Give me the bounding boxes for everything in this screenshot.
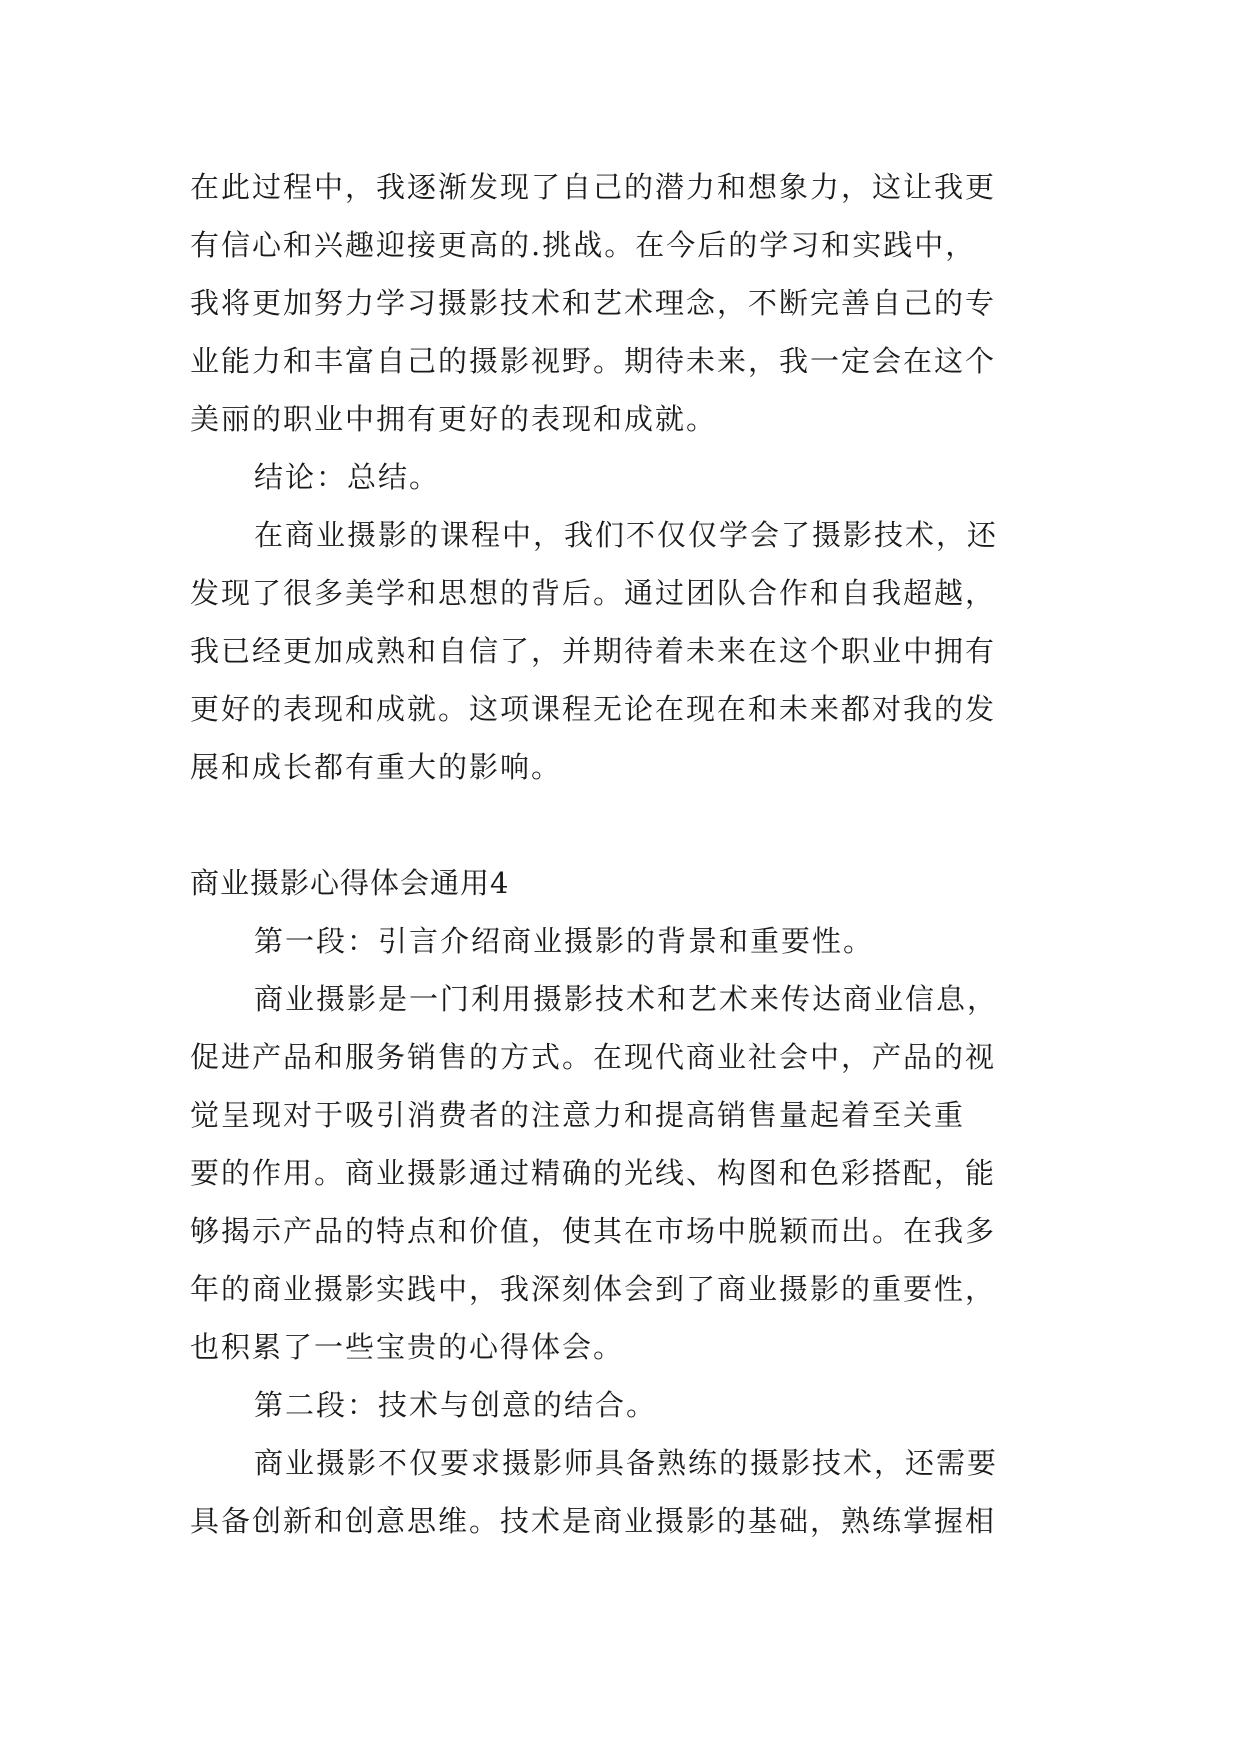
text-line: 业能力和丰富自己的摄影视野。期待未来，我一定会在这个 — [190, 344, 997, 378]
paragraph-conclusion — [190, 506, 1055, 796]
section-spacer — [190, 796, 1055, 854]
paragraph-introduction — [190, 970, 1055, 1376]
text-line: 觉呈现对于吸引消费者的注意力和提高销售量起着至关重 — [190, 1098, 966, 1132]
text-line: 够揭示产品的特点和价值，使其在市场中脱颖而出。在我多 — [190, 1214, 997, 1248]
text-line: 更好的表现和成就。这项课程无论在现在和未来都对我的发 — [190, 692, 997, 726]
text-line: 要的作用。商业摄影通过精确的光线、构图和色彩搭配，能 — [190, 1156, 997, 1190]
section-title: 商业摄影心得体会通用4 — [190, 866, 510, 900]
text-line: 也积累了一些宝贵的心得体会。 — [190, 1330, 625, 1364]
paragraph-heading-2: 第二段：技术与创意的结合。 — [254, 1388, 658, 1422]
text-line: 具备创新和创意思维。技术是商业摄影的基础，熟练掌握相 — [190, 1504, 997, 1538]
text-line: 在此过程中，我逐渐发现了自己的潜力和想象力，这让我更 — [190, 170, 997, 204]
conclusion-label: 结论：总结。 — [254, 460, 441, 494]
text-line: 商业摄影不仅要求摄影师具备熟练的摄影技术，还需要 — [254, 1446, 999, 1480]
paragraph-reflection — [190, 158, 1055, 448]
text-line: 美丽的职业中拥有更好的表现和成就。 — [190, 402, 718, 436]
text-line: 在商业摄影的课程中，我们不仅仅学会了摄影技术，还 — [254, 518, 999, 552]
text-line: 年的商业摄影实践中，我深刻体会到了商业摄影的重要性， — [190, 1272, 997, 1306]
text-line: 展和成长都有重大的影响。 — [190, 750, 563, 784]
text-line: 促进产品和服务销售的方式。在现代商业社会中，产品的视 — [190, 1040, 997, 1074]
text-line: 发现了很多美学和思想的背后。通过团队合作和自我超越， — [190, 576, 997, 610]
text-line: 我已经更加成熟和自信了，并期待着未来在这个职业中拥有 — [190, 634, 997, 668]
text-line: 有信心和兴趣迎接更高的.挑战。在今后的学习和实践中， — [190, 228, 977, 262]
paragraph-heading-1: 第一段：引言介绍商业摄影的背景和重要性。 — [254, 924, 875, 958]
text-line: 我将更加努力学习摄影技术和艺术理念，不断完善自己的专 — [190, 286, 997, 320]
text-line: 商业摄影是一门利用摄影技术和艺术来传达商业信息， — [254, 982, 999, 1016]
paragraph-technique — [190, 1434, 1055, 1550]
document-body — [190, 158, 1055, 1550]
